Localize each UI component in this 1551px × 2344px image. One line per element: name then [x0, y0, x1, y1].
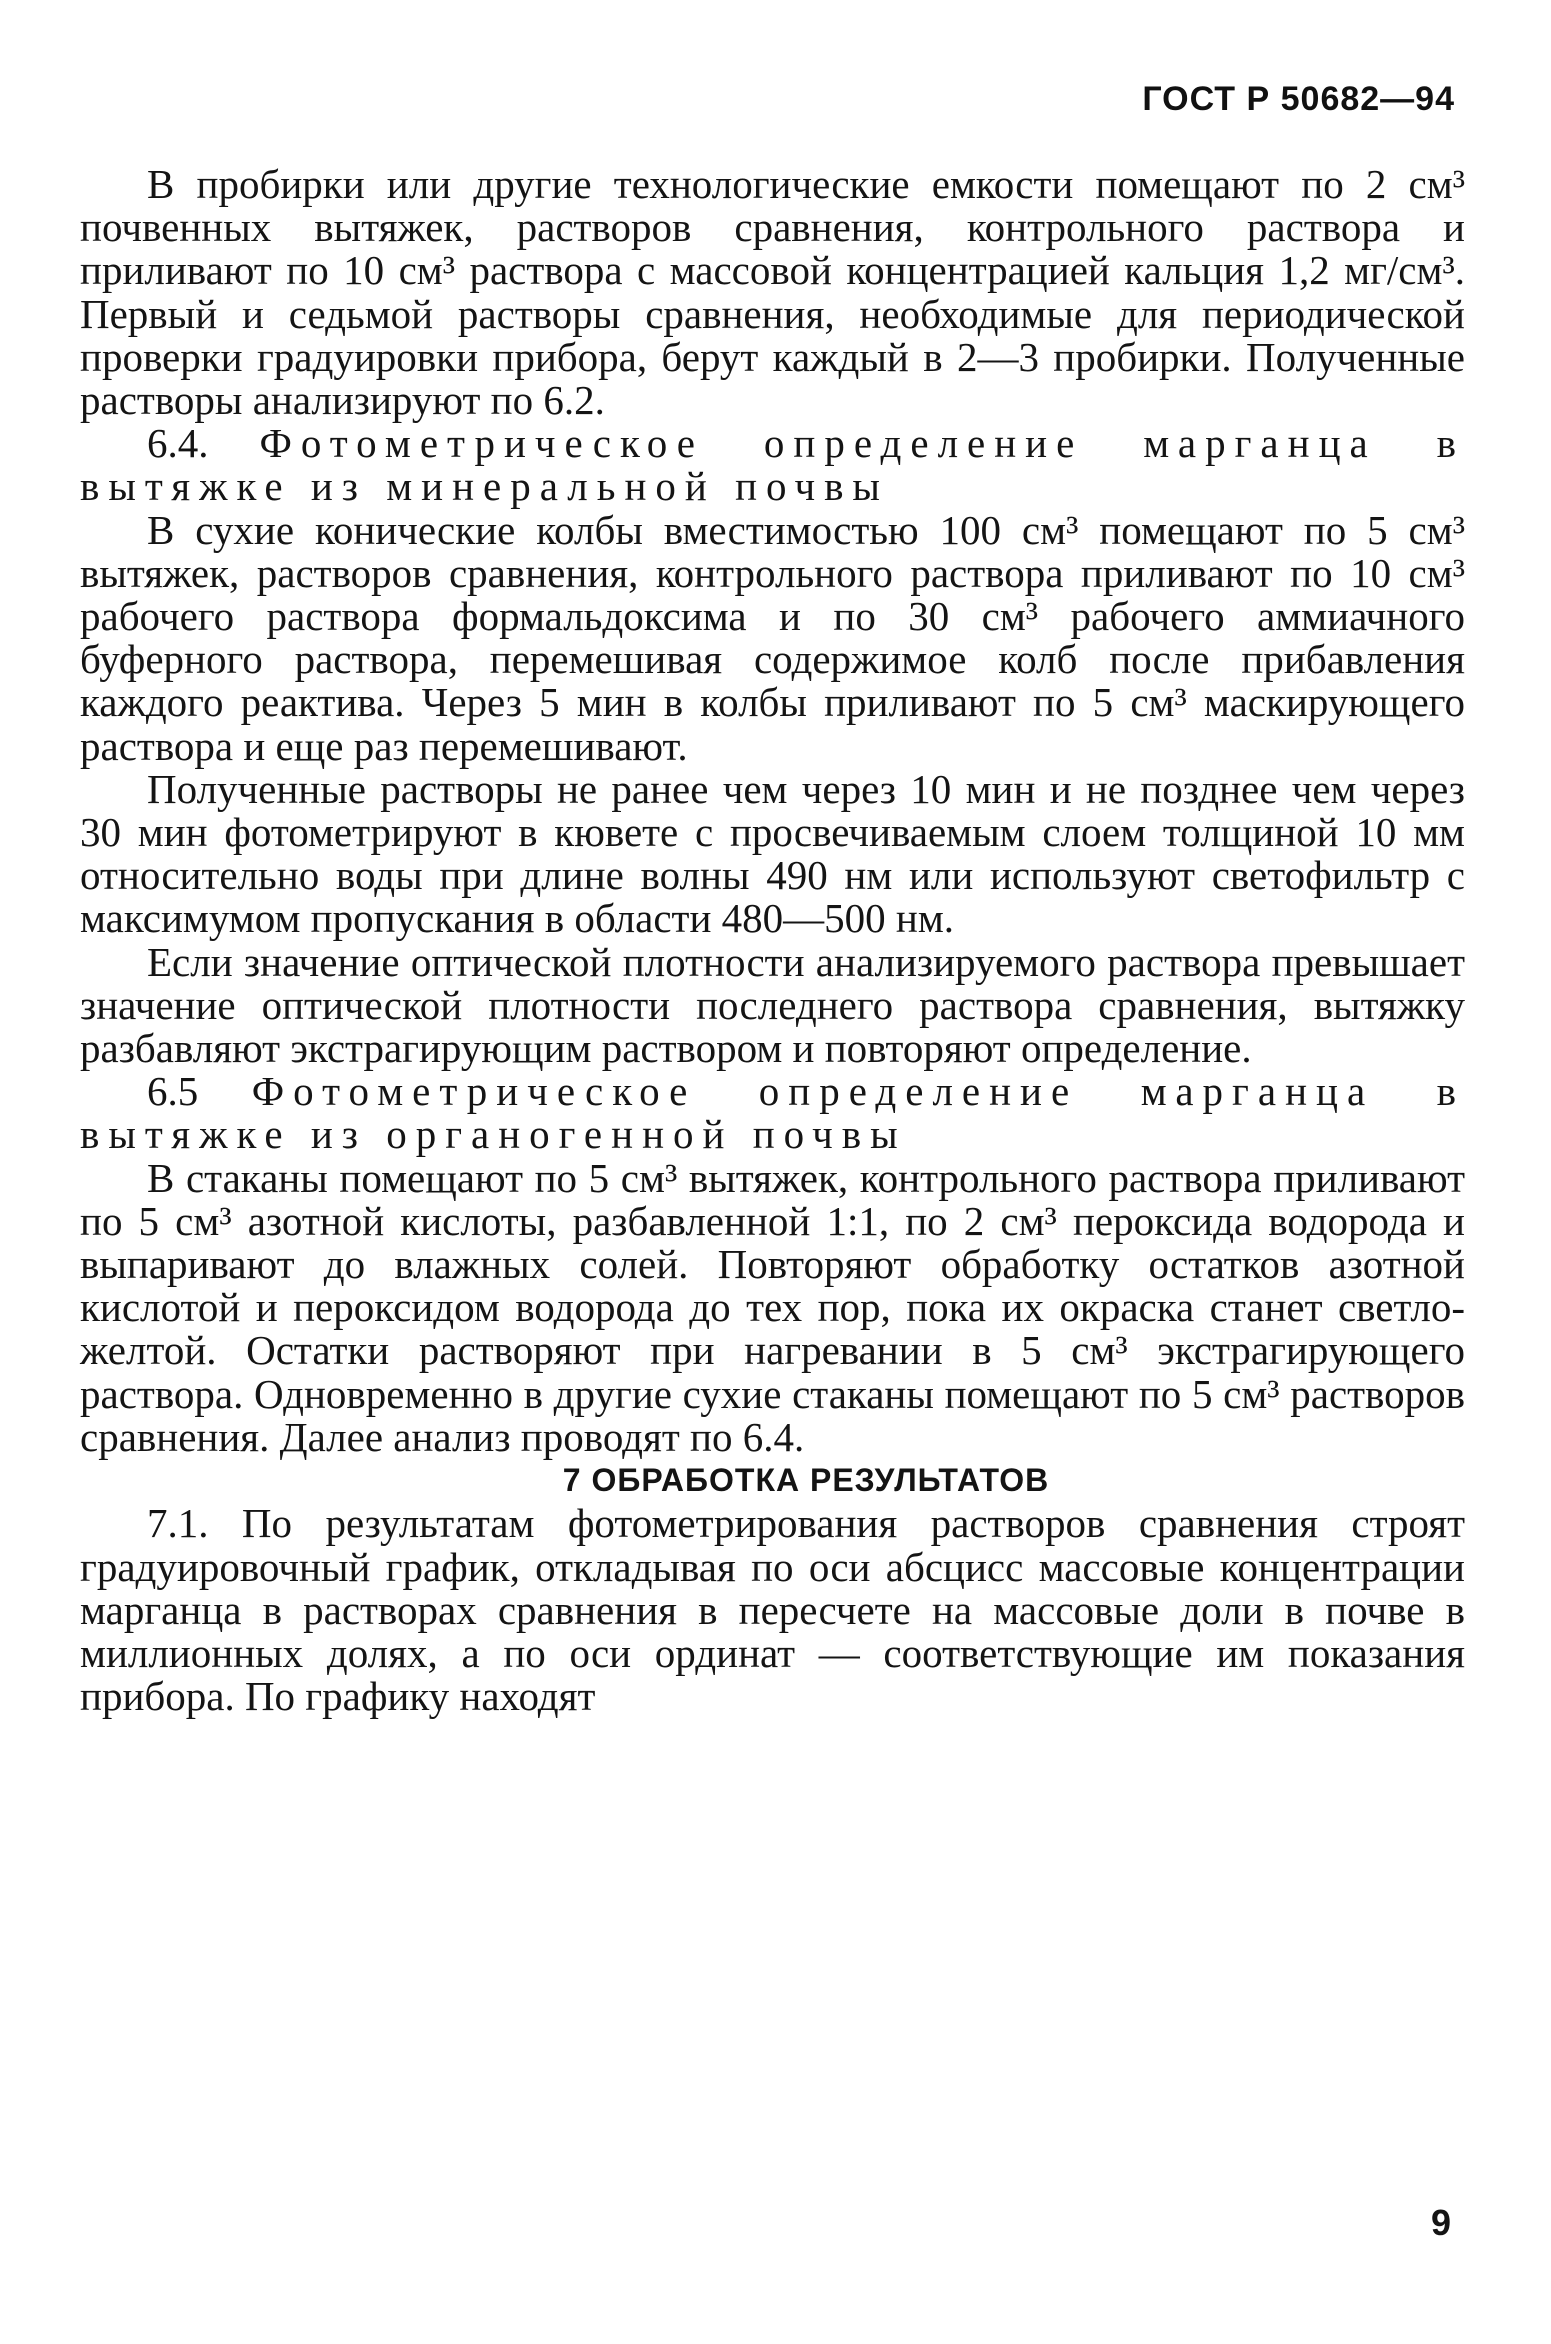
paragraph-2: В сухие конические колбы вместимостью 100 см³ помещают по 5 см³ вытяжек, растворов сравнения, контрольного раствора приливают по 10 см³ рабочего раствора формальдоксима и по 30 см³ рабочего аммиачного буферного раствора, перемешивая содержимое колб после прибавления каждого реактива. Через 5 мин в колбы приливают по 5 см³ маскирующего раствора и еще раз перемешивают. — [80, 506, 1465, 769]
paragraph-5: В стаканы помещают по 5 см³ вытяжек, контрольного раствора приливают по 5 см³ азотной кислоты, разбавленной 1:1, по 2 см³ пероксида водорода и выпаривают до влажных солей. Повторяют обработку остатков азотной кислотой и пероксидом водорода до тех пор, пока их окраска станет светло-желтой. Остатки растворяют при нагревании в 5 см³ экстрагирующего раствора. Одновременно в другие сухие стаканы помещают по 5 см³ растворов сравнения. Далее анализ проводят по 6.4. — [80, 1154, 1465, 1460]
paragraph-4: Если значение оптической плотности анализируемого раствора превышает значение оптической плотности последнего раствора сравнения, вытяжку разбавляют экстрагирующим раствором и повторяют определение. — [80, 938, 1465, 1072]
subsection-6-4-number: 6.4. — [147, 420, 209, 467]
section-7-title: 7 ОБРАБОТКА РЕЗУЛЬТАТОВ — [562, 1462, 1050, 1499]
document-code-header: ГОСТ Р 50682—94 — [1142, 80, 1455, 118]
paragraph-1: В пробирки или другие технологические емкости помещают по 2 см³ почвенных вытяжек, растворов сравнения, контрольного раствора и приливают по 10 см³ раствора с массовой концентрацией кальция 1,2 мг/см³. Первый и седьмой растворы сравнения, необходимые для периодической проверки градуировки прибора, берут каждый в 2—3 пробирки. Полученные растворы анализируют по 6.2. — [80, 161, 1465, 424]
subsection-6-4-title: Фотометрическое определение марганца в вытяжке из минеральной почвы — [80, 420, 1466, 510]
subsection-6-5-title: Фотометрическое определение марганца в вытяжке из органогенной почвы — [80, 1068, 1466, 1158]
page-body — [80, 163, 1465, 1718]
subsection-6-4-heading — [80, 422, 1465, 508]
subsection-6-5-number: 6.5 — [147, 1068, 199, 1115]
subsection-6-5-heading — [80, 1070, 1465, 1156]
paragraph-3: Полученные растворы не ранее чем через 10 мин и не позднее чем через 30 мин фотометрируют в кювете с просвечиваемым слоем толщиной 10 мм относительно воды при длине волны 490 нм или используют светофильтр с максимумом пропускания в области 480—500 нм. — [80, 765, 1465, 942]
paragraph-6: 7.1. По результатам фотометрирования растворов сравнения строят градуировочный график, откладывая по оси абсцисс массовые концентрации марганца в растворах сравнения в пересчете на массовые доли в почве в миллионных долях, а по оси ординат — соответствующие им показания прибора. По графику находят — [80, 1500, 1465, 1720]
page-number: 9 — [1430, 2202, 1451, 2243]
